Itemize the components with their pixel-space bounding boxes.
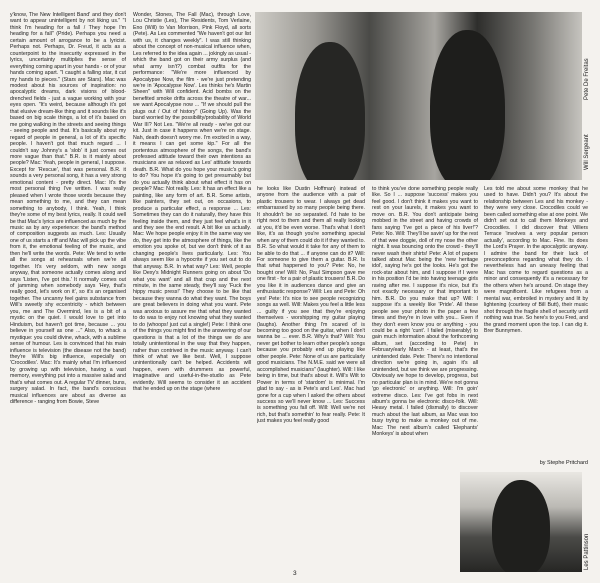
figure-right (430, 30, 505, 180)
article-column-3 (257, 186, 365, 564)
page-number: 3 (293, 570, 297, 577)
figure-les (492, 480, 550, 572)
figure-left (295, 42, 365, 180)
column-5-text: Les told me about some monkey that he used to have. Didn't you? It's about the relationship between Les and his monkey - they were very close. Crocodiles could ve been called something else at one point. We didn't set out to call them Monkeys and Crocodiles. I did discover that Villiers Terrace 'involves a very popular person actually', according to Mac. Fine. Its does the Lord's Prayer. In the apocalyptic anyway. I admire the band for their lack of preconceptions regarding what they do. I nevertheless had an uneasy feeling that Mac has come to regard questions as a minor and consequently it's a necessary for the others when he's around. On stage they were magnificent. Like refugees from a mental war, embroiled in mystery and lit by lightening (courtesy of Bill Butt), their music shot through the fragile shell of security until nothing was true. So here's to you Fred, and the grand moment upon the top. I can dig it. Brer Bunnymen. (484, 186, 588, 334)
column-4-text: to think you've done something people really like. So I ... suppose 'success' makes you feel good. I don't think it makes you want to rest on your laurels, it makes you want to move on. B.R. You don't anticipate being mobbed in the street and having crowds of fans saying 'I've got a piece of his liver!'? Pete: No. Will: They'll be savin' up for the rest of that wee doggie, doll of my nose the other night. It was bouncing onto the crowd - they'll never wash their shirts! Pete: A lot of papers talked about Mac being the 'new heritage idol', saying he's got the looks. He's got the rock-star about him, and I suppose if I were in his position I'd be into having teenage girls raving after me. I suppose it's nice, but it's not exactly necessary or that important to him. B.R. Do you make that up? Will: I suppose it's a weekly like 'Pride'. All these people see your photo in the paper a few times and they're in love with you... Even if they don't even know you or anything - you could be a right 'cunt'. I failed (miserably) to gain much information about the forthcoming album, set (according to Pete) in February/early March - at least, that's the unintended date. Pete: There's no intentional direction we're going in, again it's all unintended, but we think we are progressing. Obviously we hope to develop, progress, but no particular plan is in mind. We're not gonna 'go electronic' or anything. Will: I'm goin' extreme disco. Les: I've got fobs in next album's gonna be electronic disco-folk. Will: Heavy metal. I failed (dismally) to discover much about the last album, as Mac was too busy trying to make a monkey out of me. Mac: The next album's called 'Elephants' Monkeys' is about when (372, 186, 478, 438)
column-3-text: he looks like Dustin Hoffman) instead of anyone from the audience with a pair of plastic trousers to wear. I always get dead embarrassed by so many people being there. It shouldn't be so separated. I'd hate to be right next to them and them all really looking at you, it'd be even worse. That's what I don't like, it's as though you're something special when any of them could do it if they wanted to. B.R. So what would it take for any of them to be able to do that ... if anyone can do it? Will: For someone to give them a guitar. B.R. Is that what happened to you? Pete: No, he bought one! Will: No, Paul Simpson gave me one first - for a pair of plastic trousers! B.R. Do you like it in audiences dance and give an enthusiastic response? Will: Les and Pete: Oh yes! Pete: It's nice to see people recognizing songs as well. Will: Makes you feel a little less ... guilty if you see that they're enjoying themselves - worshipping my guitar playing (laughs). Another thing I'm scared of is becoming too good on the guitar, when I don't wanna be ... ever. B.R. Why's that? Will: You never get bother to learn other people's songs because you probably end up playing like other people. Pete: None of us are particularly good musicians. The N.M.E. said we were all accomplished musicians" (laughter). Will: I like being in time, but that's about it. Will's Wilt to Power in terms of 'stardom' is minimal. I'm glad to say - as is Pete's and Les'. Mac had gone for a cup when I asked the others about success so we'll never know ... Les: Success is something you fall off. Will: Well we're not rich, but that's somethin' to fear really. Pete: It just makes you feel really good (257, 186, 365, 425)
les-pattinson-photo (460, 472, 582, 572)
article-column-2 (133, 12, 251, 564)
article-column-5 (484, 186, 588, 458)
byline: by Stephe Pritchard (539, 460, 588, 466)
photo-credit-will: Will Sergeant (584, 134, 590, 170)
photo-credit-pete: Pete De Freitas (584, 58, 590, 100)
article-column-1 (10, 12, 126, 564)
photo-credit-les: Les Pattinson (584, 533, 590, 570)
column-1-text: y'know, The New Intelligent Band' and they don't want to appear unintelligent by not liking us." "I think I'm heading for a fall / They hope I'm heading for a fall" (Pride). Perhaps you need a certain amount of arrogance to be a lyricist. Perhaps not. Perhaps, Dr. Freud, it acts as a counterpoint to the insecurity expressed in the lyrics, uncertainty multiplies the sense of everything coming apart in your hands - or of your hands coming apart. "I caught a falling star, it cut my hands to pieces." (Stars are Stars). Mac was modest about his sources of inspiration: no apocalyptic dreams, dark visions of blood-drenched fields - just a vague working with your eyes open. "It's weird, because although it's got that elusive dream-like thing and it sounds like it's based on big scale things, a lot of it's based on me going walking in the streets and seeing things - seeing people and that. It's basically about my regard of people in general, a lot of it's specific people. I haven't got that much regard ... I couldn't say Johnny's a 'slob' it just comes out more vague than that." B.R. is it mainly about people? Mac: Yeah, people in general, I suppose. Except for 'Rescue', that was personal. B.R. it sounds a very personal song, it has a very strong emotional content - pretty direct. Mac: It's the most personal thing I've written. I was really pleased when I wrote those words because they mean something to me, and they can mean something to anybody, I think. Yeah, I think they're some of my best lyrics, really. It could well be that Mac's lyrics are influenced as much by the music as by any experience: the band's method of composition suggests as much. Les: Usually one of us starts a riff and Mac will pick up the vibe from it, the emotional feeling of the music, and then he'll write the words. Pete: We tend to write all the songs at rehearsals when we're all together. It's very seldom, with new songs anyway, that someone actually comes along and says 'Listen, I've got this.' It normally comes out of jamming when somebody says 'Hey, that's really good, let's work on it', so it's an organised together. The uncanny feel gains substance from Will's sweetly shy eccentricity - which between you, me and The Overmind, les is a bit of a mystic on the quiet. I would love to get into Hinduism, but haven't got time, because ... you believe in yourself as one ..." Also, to whack a mystique: you could divine, whack, with a sublime sense of humour. Les is convinced that his main influence is television (the disease not the band) they're Will's big influence, especially on 'Crocodiles'. Mac: It's mainly what I'm influenced by growing up with television, having a vast memory, everything put into a massive salad and that's what comes out. A regular TV dinner, buns, surgery salad. In fact, the band's conscious musical influences are about as diverse as difference - ranging from Bowie, Steve (10, 12, 126, 406)
column-2-text: Wonder, Stones, The Fall (Mac), through Love, Lou Christie (Les), The Residents, Tom Verlaine, Eno (Will) to Van Morrison, Pink Floyd, all sorts (Pete). As Les commented "We haven't got our list with us, it changes weekly". I was still thinking about the concept of non-musical influence when, Les referred to the idea again ... jokingly as usual - which the band got on their army surplus (and what army isn't?) combat outfits for the performance: "We're more influenced by Apocalypse Now, the film - we're just pretending we're in 'Apocalypse Now'. Les thinks he's Martin Sheen" with Will confident. Acid bombs on the benefited smoke drifts across the theatre of war... we want Apocalypse now ... "If we should pull the plugs out / Out of history" (Going Up). Was the band worried by the possibility/probability of World War III? Not Les. "We're all ready - we've got our kit. Just in case it happens when we're on stage. Nah, death doesn't worry me. I'm excited in a way, it means I can get some kip." For all the portentous atmosphere of the songs, the band's professed attitude toward their own intentions as musicians are as relaxed as Les' attitude towards death. B.R. What do you hope your music's going to do? You hope it's going to get presumably but do you actually think about what effect it has on people? Mac: Not really. Les: It has an effect like a painting, like any form of art. B.R. Some artists, like painters, they set out, on occasions, to produce a particular effect, a response ... Les: Sometimes they can do it naturally, they have this feeling inside them, and they just feel what's in it and they see the end result. A bit like us actually. Mac: We hope people enjoy it in the same way we do, they get into the atmosphere of things, like the emotion you spoke of, but we don't think of it as changing people's lives particularly. Les: You always seem like a hypocrite if you set out to do that anyway. B.R. In what way? Les: Well, people like Dexy's Midnight Runners going on about 'Do what you want' and all that crap and the next minute, in the same steady, they'll say 'Fuck the hippy music press!' They choose to be like that because they wanna do what they want. The boys are great believers in doing what you want. Pete was anxious to assure me that what they wanted to do was to enjoy not knowing what they wanted to do (whoops! just cut a single!) Pete: I think one of the things you might find in the answering of our questions is that a lot of the things we do are totally unintentional in the way that they happen, rather than contrived in the music anyway. I can't think of what we like best. Well, I suppose unintentionally can't be helped. Accidents will happen, even with drummers as powerful, imaginative and useful-in-the-studio as Pete evidently. Will seems to consider it an accident that he ended up on the stage (where (133, 12, 251, 393)
band-photo (255, 12, 582, 180)
